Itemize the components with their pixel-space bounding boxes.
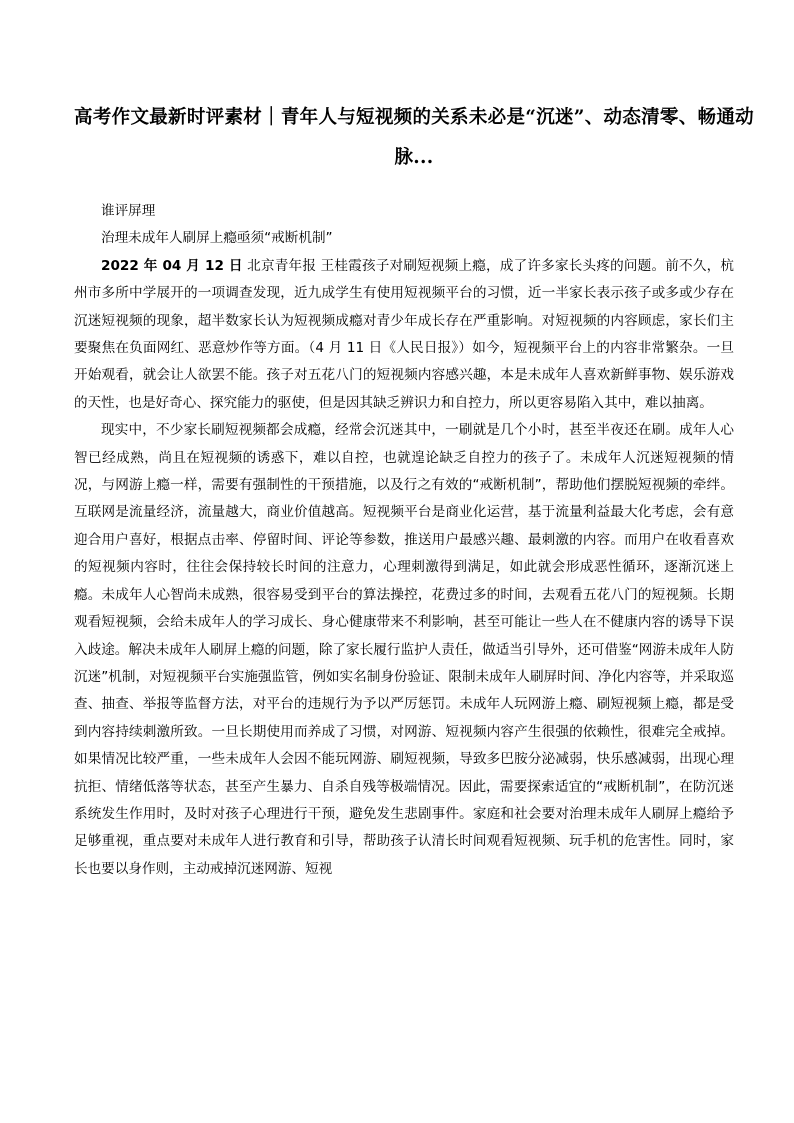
paragraph-1	[74, 253, 734, 417]
document-title: 高考作文最新时评素材｜青年人与短视频的关系未必是“沉迷”、动态清零、畅通动脉...	[74, 107, 754, 168]
publication-date: 2022 年 04 月 12 日	[101, 257, 243, 274]
document-body	[74, 198, 734, 883]
paragraph-2: 现实中，不少家长刷短视频都会成瘾，经常会沉迷其中，一刷就是几个小时，甚至半夜还在刷。成年人心智已经成熟，尚且在短视频的诱惑下，难以自控，也就遑论缺乏自控力的孩子了。未成年人沉迷短视频的情况，与网游上瘾一样，需要有强制性的干预措施，以及行之有效的“戒断机制”，帮助他们摆脱短视频的牵绊。互联网是流量经济，流量越大，商业价值越高。短视频平台是商业化运营，基于流量利益最大化考虑，会有意迎合用户喜好，根据点击率、停留时间、评论等参数，推送用户最感兴趣、最刺激的内容。而用户在收看喜欢的短视频内容时，往往会保持较长时间的注意力，心理刺激得到满足，如此就会形成恶性循环，逐渐沉迷上瘾。未成年人心智尚未成熟，很容易受到平台的算法操控，花费过多的时间，去观看五花八门的短视频。长期观看短视频，会给未成年人的学习成长、身心健康带来不利影响，甚至可能让一些人在不健康内容的诱导下误入歧途。解决未成年人刷屏上瘾的问题，除了家长履行监护人责任，做适当引导外，还可借鉴“网游未成年人防沉迷”机制，对短视频平台实施强监管，例如实名制身份验证、限制未成年人刷屏时间、净化内容等，并采取巡查、抽查、举报等监督方法，对平台的违规行为予以严厉惩罚。未成年人玩网游上瘾、刷短视频上瘾，都是受到内容持续刺激所致。一旦长期使用而养成了习惯，对网游、短视频内容产生很强的依赖性，很难完全戒掉。如果情况比较严重，一些未成年人会因不能玩网游、刷短视频，导致多巴胺分泌减弱，快乐感减弱，出现心理抗拒、情绪低落等状态，甚至产生暴力、自杀自残等极端情况。因此，需要探索适宜的“戒断机制”，在防沉迷系统发生作用时，及时对孩子心理进行干预，避免发生悲剧事件。家庭和社会要对治理未成年人刷屏上瘾给予足够重视，重点要对未成年人进行教育和引导，帮助孩子认清长时间观看短视频、玩手机的危害性。同时，家长也要以身作则，主动戒掉沉迷网游、短视	[74, 422, 734, 877]
subheading: 治理未成年人刷屏上瘾亟须“戒断机制”	[101, 230, 333, 247]
section-label: 谁评屏理	[101, 203, 156, 219]
paragraph-1-text: 北京青年报 王桂霞孩子对刷短视频上瘾，成了许多家长头疼的问题。前不久，杭州市多所中学展开的一项调查发现，近九成学生有使用短视频平台的习惯，近一半家长表示孩子或多或少存在沉迷短视频的现象，超半数家长认为短视频成瘾对青少年成长存在严重影响。对短视频的内容顾虑，家长们主要聚焦在负面网红、恶意炒作等方面。（4 月 11 日《人民日报》）如今，短视频平台上的内容非常繁杂。一旦开始观看，就会让人欲罢不能。孩子对五花八门的短视频内容感兴趣，本是未成年人喜欢新鲜事物、娱乐游戏的天性，也是好奇心、探究能力的驱使，但是因其缺乏辨识力和自控力，所以更容易陷入其中，难以抽离。	[74, 257, 734, 411]
